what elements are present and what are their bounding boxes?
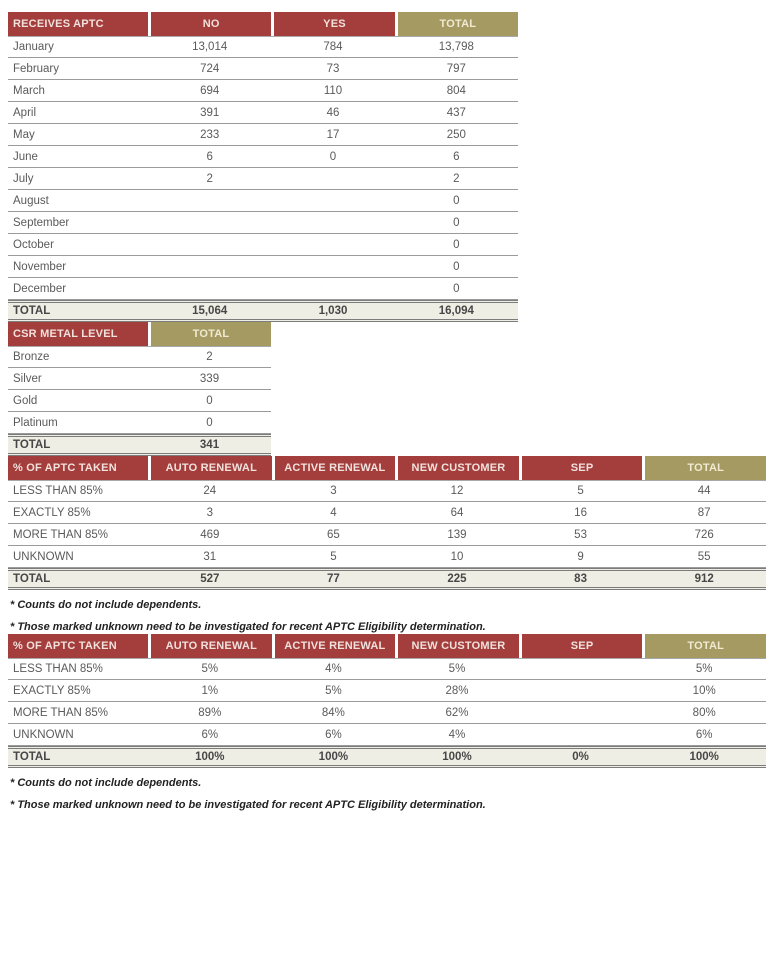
cell: 694 [148, 80, 271, 102]
cell [148, 212, 271, 234]
table-row [8, 212, 518, 234]
cell: 341 [148, 434, 271, 456]
cell: 5% [395, 658, 519, 680]
cell: June [8, 146, 148, 168]
column-header-total: TOTAL [642, 634, 766, 658]
cell: 2 [148, 346, 271, 368]
total-row [8, 746, 766, 768]
column-header-yes: YES [271, 12, 394, 36]
cell: July [8, 168, 148, 190]
cell: 437 [395, 102, 518, 124]
cell: December [8, 278, 148, 300]
column-header-total: TOTAL [642, 456, 766, 480]
table-row [8, 680, 766, 702]
receives-aptc-table [8, 12, 518, 322]
table-row [8, 524, 766, 546]
cell: January [8, 36, 148, 58]
cell: 53 [519, 524, 643, 546]
cell: 5% [642, 658, 766, 680]
cell: 5 [519, 480, 643, 502]
cell: Platinum [8, 412, 148, 434]
column-header-auto-renewal: AUTO RENEWAL [148, 634, 272, 658]
cell: TOTAL [8, 568, 148, 590]
cell: 2 [148, 168, 271, 190]
cell: 16 [519, 502, 643, 524]
footnote: * Counts do not include dependents. [10, 599, 202, 611]
column-header-total: TOTAL [395, 12, 518, 36]
csr-metal-level-table [8, 322, 271, 456]
table-row [8, 256, 518, 278]
cell: MORE THAN 85% [8, 524, 148, 546]
cell: 0 [148, 412, 271, 434]
cell: 9 [519, 546, 643, 568]
footnote: * Those marked unknown need to be investigated for recent APTC Eligibility determination. [10, 621, 486, 633]
cell [271, 234, 394, 256]
cell [519, 702, 643, 724]
table-row [8, 168, 518, 190]
cell: 10 [395, 546, 519, 568]
cell: 469 [148, 524, 272, 546]
cell: 804 [395, 80, 518, 102]
aptc-taken-percentages-section [8, 634, 766, 812]
cell: 84% [272, 702, 396, 724]
cell: 16,094 [395, 300, 518, 322]
cell: 13,014 [148, 36, 271, 58]
cell: 784 [271, 36, 394, 58]
cell: Gold [8, 390, 148, 412]
table-row [8, 346, 271, 368]
cell: 65 [272, 524, 396, 546]
cell: LESS THAN 85% [8, 480, 148, 502]
column-header-csr-metal-level: CSR METAL LEVEL [8, 322, 148, 346]
aptc-taken-counts-table [8, 456, 766, 590]
column-header-active-renewal: ACTIVE RENEWAL [272, 456, 396, 480]
header-row [8, 12, 518, 36]
cell: 6% [148, 724, 272, 746]
table-row [8, 102, 518, 124]
table-row [8, 58, 518, 80]
footnote: * Counts do not include dependents. [10, 777, 202, 789]
table-row [8, 480, 766, 502]
column-header-total: TOTAL [148, 322, 271, 346]
total-row [8, 300, 518, 322]
cell: 0 [395, 234, 518, 256]
cell: 6 [395, 146, 518, 168]
cell: 77 [272, 568, 396, 590]
cell: October [8, 234, 148, 256]
receives-aptc-section [8, 12, 518, 322]
table-row [8, 412, 271, 434]
cell: 80% [642, 702, 766, 724]
table-row [8, 658, 766, 680]
cell [271, 256, 394, 278]
cell: 44 [642, 480, 766, 502]
cell: May [8, 124, 148, 146]
cell [519, 724, 643, 746]
cell [271, 212, 394, 234]
cell: 64 [395, 502, 519, 524]
cell: 6% [642, 724, 766, 746]
cell: 0 [395, 278, 518, 300]
table-row [8, 190, 518, 212]
cell [271, 168, 394, 190]
total-row [8, 434, 271, 456]
cell: TOTAL [8, 300, 148, 322]
cell: 100% [395, 746, 519, 768]
cell: 250 [395, 124, 518, 146]
cell: 4 [272, 502, 396, 524]
table-row [8, 368, 271, 390]
cell: 15,064 [148, 300, 271, 322]
header-row [8, 634, 766, 658]
header-row [8, 322, 271, 346]
aptc-taken-percentages-table [8, 634, 766, 768]
cell: 724 [148, 58, 271, 80]
table-row [8, 234, 518, 256]
cell: 225 [395, 568, 519, 590]
cell [148, 256, 271, 278]
cell [148, 278, 271, 300]
cell: 0% [519, 746, 643, 768]
table-row [8, 546, 766, 568]
table-row [8, 278, 518, 300]
cell: 46 [271, 102, 394, 124]
cell: 6 [148, 146, 271, 168]
cell: 87 [642, 502, 766, 524]
cell: 89% [148, 702, 272, 724]
cell: 100% [272, 746, 396, 768]
aptc-taken-counts-section [8, 456, 766, 634]
cell: March [8, 80, 148, 102]
cell: LESS THAN 85% [8, 658, 148, 680]
table-row [8, 724, 766, 746]
cell [148, 190, 271, 212]
cell: 5% [272, 680, 396, 702]
column-header-sep: SEP [519, 456, 643, 480]
table-row [8, 146, 518, 168]
cell: 55 [642, 546, 766, 568]
cell: 527 [148, 568, 272, 590]
cell: 233 [148, 124, 271, 146]
total-row [8, 568, 766, 590]
cell: 3 [148, 502, 272, 524]
cell: 6% [272, 724, 396, 746]
cell: 62% [395, 702, 519, 724]
cell: 31 [148, 546, 272, 568]
cell: February [8, 58, 148, 80]
table-row [8, 502, 766, 524]
cell: 3 [272, 480, 396, 502]
cell: 726 [642, 524, 766, 546]
cell: 139 [395, 524, 519, 546]
cell: November [8, 256, 148, 278]
cell: 24 [148, 480, 272, 502]
csr-metal-level-section [8, 322, 271, 456]
cell: 5% [148, 658, 272, 680]
cell: 10% [642, 680, 766, 702]
cell: Silver [8, 368, 148, 390]
cell: EXACTLY 85% [8, 680, 148, 702]
cell: 0 [395, 190, 518, 212]
cell: 0 [148, 390, 271, 412]
cell: UNKNOWN [8, 724, 148, 746]
aptc-enrollment-report [8, 12, 780, 812]
cell: 100% [642, 746, 766, 768]
cell: 5 [272, 546, 396, 568]
cell: 912 [642, 568, 766, 590]
cell: TOTAL [8, 434, 148, 456]
cell: 0 [271, 146, 394, 168]
cell [519, 658, 643, 680]
cell: 1,030 [271, 300, 394, 322]
footnotes-block [8, 599, 766, 634]
footnote: * Those marked unknown need to be investigated for recent APTC Eligibility determination. [10, 799, 486, 811]
column-header-auto-renewal: AUTO RENEWAL [148, 456, 272, 480]
cell [148, 234, 271, 256]
header-row [8, 456, 766, 480]
cell: 73 [271, 58, 394, 80]
cell [519, 680, 643, 702]
column-header-active-renewal: ACTIVE RENEWAL [272, 634, 396, 658]
column-header-new-customer: NEW CUSTOMER [395, 634, 519, 658]
table-row [8, 702, 766, 724]
cell: Bronze [8, 346, 148, 368]
cell: 100% [148, 746, 272, 768]
cell: 0 [395, 212, 518, 234]
cell: EXACTLY 85% [8, 502, 148, 524]
table-row [8, 390, 271, 412]
table-row [8, 36, 518, 58]
cell: 12 [395, 480, 519, 502]
cell: 0 [395, 256, 518, 278]
cell: August [8, 190, 148, 212]
cell: UNKNOWN [8, 546, 148, 568]
column-header-of-aptc-taken: % OF APTC TAKEN [8, 634, 148, 658]
cell: 4% [272, 658, 396, 680]
cell: September [8, 212, 148, 234]
column-header-receives-aptc: RECEIVES APTC [8, 12, 148, 36]
footnotes-block [8, 777, 766, 812]
cell: 110 [271, 80, 394, 102]
column-header-of-aptc-taken: % OF APTC TAKEN [8, 456, 148, 480]
cell: 2 [395, 168, 518, 190]
cell: April [8, 102, 148, 124]
cell: 391 [148, 102, 271, 124]
cell [271, 190, 394, 212]
column-header-new-customer: NEW CUSTOMER [395, 456, 519, 480]
cell: 4% [395, 724, 519, 746]
table-row [8, 80, 518, 102]
column-header-sep: SEP [519, 634, 643, 658]
cell: 13,798 [395, 36, 518, 58]
cell: 339 [148, 368, 271, 390]
cell [271, 278, 394, 300]
cell: 17 [271, 124, 394, 146]
cell: 28% [395, 680, 519, 702]
cell: 1% [148, 680, 272, 702]
cell: TOTAL [8, 746, 148, 768]
column-header-no: NO [148, 12, 271, 36]
cell: 797 [395, 58, 518, 80]
cell: MORE THAN 85% [8, 702, 148, 724]
table-row [8, 124, 518, 146]
cell: 83 [519, 568, 643, 590]
